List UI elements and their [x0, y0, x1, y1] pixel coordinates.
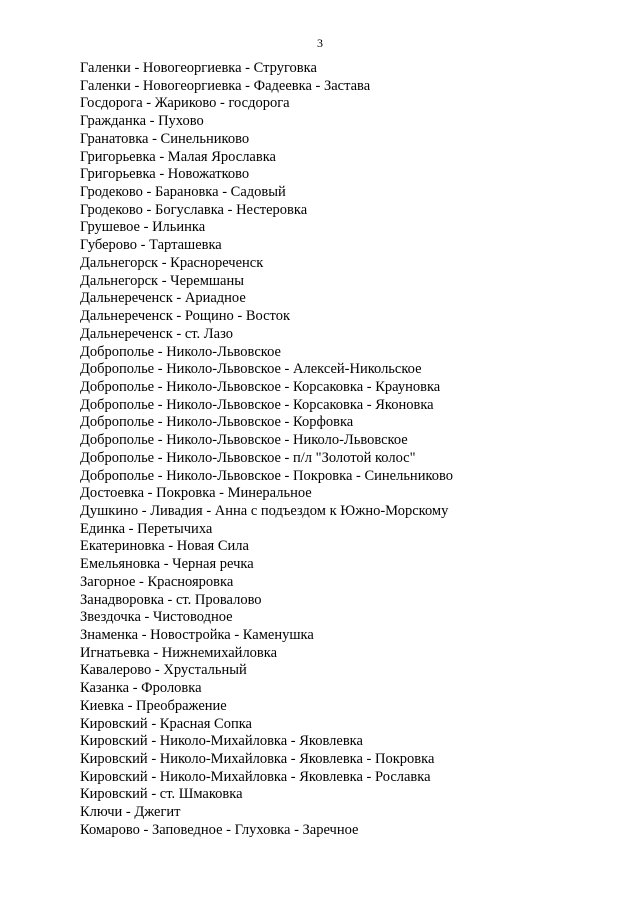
- route-item: Григорьевка - Новожатково: [80, 166, 250, 183]
- route-item: Кировский - Красная Сопка: [80, 715, 252, 732]
- route-item: Кировский - ст. Шмаковка: [80, 786, 243, 803]
- route-item: Дальнегорск - Краснореченск: [80, 254, 264, 271]
- route-item: Гродеково - Богуславка - Нестеровка: [80, 201, 308, 218]
- route-item: Галенки - Новогеоргиевка - Фадеевка - Застава: [80, 77, 371, 94]
- route-item: Казанка - Фроловка: [80, 680, 202, 697]
- route-item: Доброполье - Николо-Львовское - Корсаковка - Яконовка: [80, 396, 434, 413]
- route-item: Гродеково - Барановка - Садовый: [80, 184, 286, 201]
- route-item: Губерово - Тарташевка: [80, 237, 222, 254]
- route-item: Кировский - Николо-Михайловка - Яковлевка: [80, 733, 363, 750]
- route-item: Григорьевка - Малая Ярославка: [80, 148, 276, 165]
- route-item: Звездочка - Чистоводное: [80, 609, 233, 626]
- route-item: Грушевое - Ильинка: [80, 219, 206, 236]
- route-item: Гранатовка - Синельниково: [80, 130, 250, 147]
- route-item: Доброполье - Николо-Львовское - Николо-Львовское: [80, 432, 408, 449]
- route-item: Загорное - Краснояровка: [80, 573, 234, 590]
- route-item: Единка - Перетычиха: [80, 520, 213, 537]
- route-item: Занадворовка - ст. Провалово: [80, 591, 262, 608]
- route-item: Гражданка - Пухово: [80, 113, 204, 130]
- route-item: Душкино - Ливадия - Анна с подъездом к Южно-Морскому: [80, 502, 449, 519]
- route-item: Ключи - Джегит: [80, 804, 181, 821]
- route-item: Доброполье - Николо-Львовское - Покровка - Синельниково: [80, 467, 454, 484]
- page-number: 3: [317, 36, 323, 50]
- route-list: [80, 60, 453, 840]
- route-item: Екатериновка - Новая Сила: [80, 538, 249, 555]
- route-item: Доброполье - Николо-Львовское - Алексей-Никольское: [80, 361, 422, 378]
- route-item: Киевка - Преображение: [80, 697, 227, 714]
- route-item: Дальнереченск - ст. Лазо: [80, 325, 233, 342]
- route-item: Дальнегорск - Черемшаны: [80, 272, 244, 289]
- route-item: Доброполье - Николо-Львовское - Корсаковка - Крауновка: [80, 378, 441, 395]
- route-item: Доброполье - Николо-Львовское - Корфовка: [80, 414, 354, 431]
- route-item: Кировский - Николо-Михайловка - Яковлевка - Покровка: [80, 751, 435, 768]
- route-item: Кировский - Николо-Михайловка - Яковлевка - Рославка: [80, 768, 431, 785]
- route-item: Госдорога - Жариково - госдорога: [80, 95, 290, 112]
- route-item: Игнатьевка - Нижнемихайловка: [80, 644, 278, 661]
- route-item: Емельяновка - Черная речка: [80, 556, 254, 573]
- route-item: Доброполье - Николо-Львовское: [80, 343, 281, 360]
- route-item: Дальнереченск - Рощино - Восток: [80, 308, 290, 325]
- route-item: Кавалерово - Хрустальный: [80, 662, 247, 679]
- route-item: Доброполье - Николо-Львовское - п/л "Золотой колос": [80, 449, 416, 466]
- route-item: Галенки - Новогеоргиевка - Струговка: [80, 60, 317, 76]
- route-item: Дальнереченск - Ариадное: [80, 290, 246, 307]
- route-item: Достоевка - Покровка - Минеральное: [80, 485, 312, 502]
- route-item: Знаменка - Новостройка - Каменушка: [80, 627, 314, 643]
- route-item: Комарово - Заповедное - Глуховка - Заречное: [80, 821, 359, 838]
